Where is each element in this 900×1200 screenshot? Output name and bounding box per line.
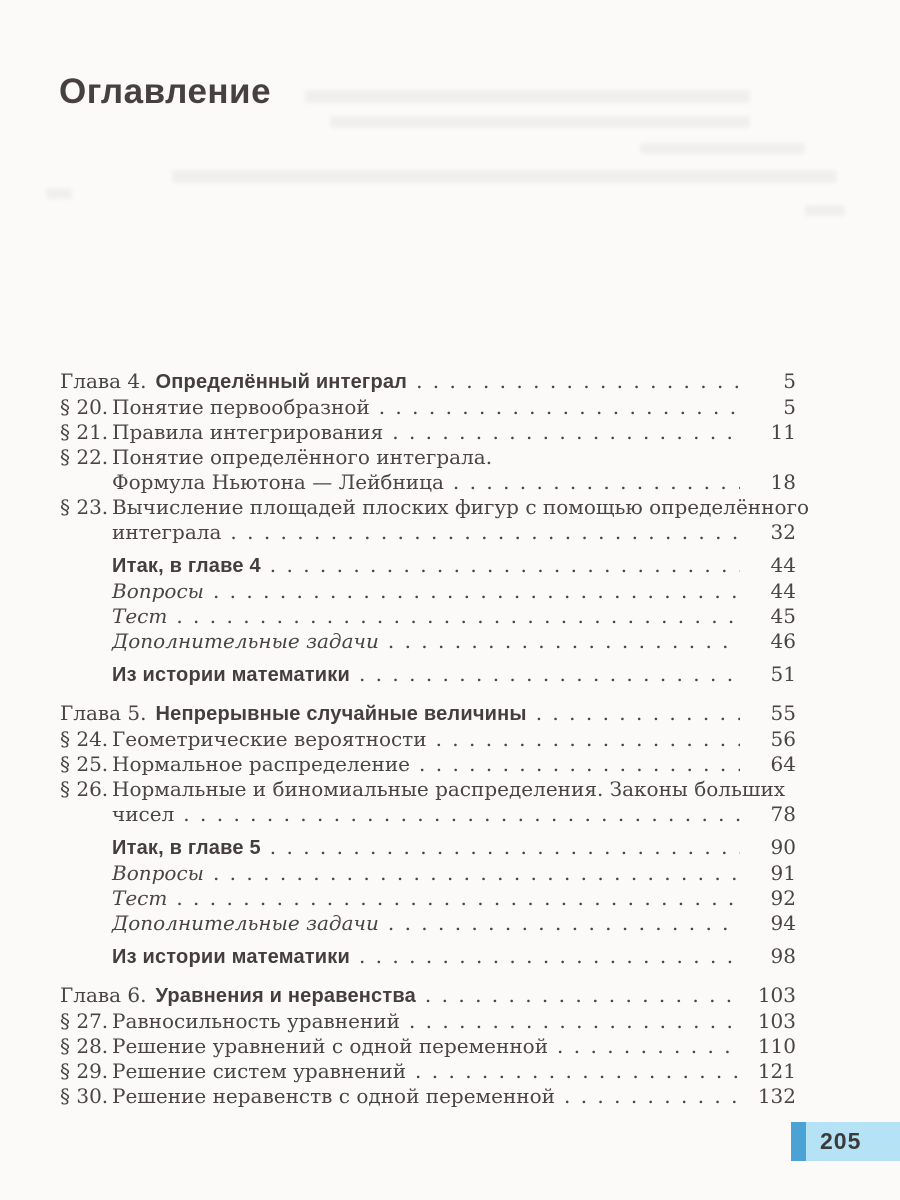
bleed-through-ghost [46,188,72,199]
toc-row-text: Решение уравнений с одной переменной [112,1034,549,1058]
toc-page-number: 32 [770,520,796,544]
toc-row-text: Формула Ньютона — Лейбница [112,470,444,494]
toc-row-text: Непрерывные случайные величины [155,703,527,725]
toc-row-prefix: § 24. [60,727,109,751]
toc-row-text: Из истории математики [112,664,350,686]
bleed-through-ghost [805,205,845,216]
toc-dot-leader [213,579,740,604]
toc-row [60,727,796,752]
bleed-through-ghost [640,143,805,154]
toc-dot-leader [183,802,740,827]
toc-dot-leader [536,701,740,726]
toc-row [60,1034,796,1059]
toc-row [60,777,796,802]
toc-page-number: 11 [770,420,796,444]
toc-row-text: Дополнительные задачи [112,911,379,935]
toc-row [60,629,796,654]
toc-row [60,604,796,629]
toc-dot-leader [419,752,740,777]
toc-dot-leader [230,520,740,545]
toc-page-number: 5 [783,395,796,419]
toc-row-text: Уравнения и неравенства [155,985,416,1007]
toc-row-prefix: § 21. [60,420,109,444]
toc-row [60,579,796,604]
toc-row-text: Из истории математики [112,946,350,968]
toc-row-prefix: § 25. [60,752,109,776]
toc-page-number: 44 [770,553,796,577]
page-title: Оглавление [59,72,272,111]
toc-row-text: Решение систем уравнений [112,1059,407,1083]
toc-page-number: 91 [770,861,796,885]
toc-row-text: Итак, в главе 4 [112,555,261,577]
toc-page-number: 56 [770,727,796,751]
toc-row-prefix: § 30. [60,1084,109,1108]
toc-page-number: 92 [770,886,796,910]
toc-row [60,835,796,861]
toc-dot-leader [453,470,740,495]
bleed-through-ghost [305,90,750,103]
toc-page-number: 121 [757,1059,796,1083]
toc-row-text: Понятие первообразной [112,395,370,419]
toc-dot-leader [270,835,740,860]
toc-row-text: Равносильность уравнений [112,1009,400,1033]
toc-row [60,1009,796,1034]
toc-row [60,445,796,470]
toc-row-text: Нормальное распределение [112,752,411,776]
toc-row [60,553,796,579]
toc-page-number: 46 [770,629,796,653]
toc-row-prefix: Глава 4. [60,369,147,393]
toc-dot-leader [436,727,740,752]
toc-row-text: Правила интегрирования [112,420,384,444]
toc-row-prefix: § 23. [60,495,109,519]
bleed-through-ghost [172,170,837,183]
toc-page-number: 64 [770,752,796,776]
toc-row [60,1059,796,1084]
toc-row-text: Решение неравенств с одной переменной [112,1084,555,1108]
toc-dot-leader [416,369,740,394]
toc-row-text: Нормальные и биномиальные распределения. Законы больших [112,777,786,801]
toc-row [60,752,796,777]
toc-page-number: 51 [770,662,796,686]
toc-dot-leader [388,911,740,936]
toc-row [60,861,796,886]
toc-row-text: Вопросы [112,861,204,885]
toc-row [60,395,796,420]
toc-dot-leader [409,1009,740,1034]
toc-dot-leader [415,1059,740,1084]
toc-row-prefix: § 22. [60,445,109,469]
toc-row [60,420,796,445]
footer-band [806,1122,900,1161]
toc-row-text: Итак, в главе 5 [112,837,261,859]
toc-row-prefix: § 29. [60,1059,109,1083]
toc-row [60,802,796,827]
toc-dot-leader [557,1034,740,1059]
toc-row-text: Геометрические вероятности [112,727,427,751]
toc-page-number: 45 [770,604,796,628]
toc-row [60,983,796,1009]
toc-page-number: 103 [757,1009,796,1033]
toc-row-text: Вопросы [112,579,204,603]
toc-dot-leader [425,983,740,1008]
toc-dot-leader [176,886,740,911]
toc-dot-leader [392,420,740,445]
toc-row [60,495,810,520]
toc-page-number: 78 [770,802,796,826]
toc-row [60,470,796,495]
toc-page-number: 5 [783,369,796,393]
toc-dot-leader [379,395,740,420]
toc-row [60,911,796,936]
toc-row-text: Дополнительные задачи [112,629,379,653]
toc-dot-leader [176,604,740,629]
toc-dot-leader [359,944,740,969]
toc-page-number: 98 [770,944,796,968]
toc-row-text: Определённый интеграл [155,371,408,393]
toc-row [60,1084,796,1109]
toc-row-text: чисел [112,802,175,826]
toc-page-number: 110 [757,1034,796,1058]
toc-dot-leader [213,861,740,886]
toc-list [60,369,810,1109]
toc-row [60,662,796,688]
toc-page-number: 132 [757,1084,796,1108]
toc-page-number: 103 [757,983,796,1007]
toc-row-prefix: § 20. [60,395,109,419]
bleed-through-ghost [330,116,750,128]
toc-row [60,369,796,395]
toc-row-text: Тест [112,604,168,628]
toc-row [60,944,796,970]
toc-row-prefix: § 28. [60,1034,109,1058]
toc-row-text: Тест [112,886,168,910]
toc-row [60,701,796,727]
toc-row-text: Вычисление площадей плоских фигур с помощью определённого [112,495,810,519]
toc-row-text: Понятие определённого интеграла. [112,445,493,469]
toc-dot-leader [359,662,740,687]
toc-row-prefix: § 26. [60,777,109,801]
toc-page-number: 44 [770,579,796,603]
toc-page-number: 18 [770,470,796,494]
toc-dot-leader [564,1084,740,1109]
toc-row-text: интеграла [112,520,222,544]
toc-row [60,520,796,545]
toc-dot-leader [270,553,740,578]
toc-row-prefix: Глава 6. [60,983,147,1007]
toc-page-number: 55 [770,701,796,725]
page-footer [0,1122,900,1161]
footer-page-number: 205 [820,1128,862,1154]
footer-accent-square [791,1122,806,1161]
toc-row-prefix: Глава 5. [60,701,147,725]
toc-row-prefix: § 27. [60,1009,109,1033]
toc-page-number: 94 [770,911,796,935]
toc-row [60,886,796,911]
toc-page-number: 90 [770,835,796,859]
toc-dot-leader [388,629,740,654]
